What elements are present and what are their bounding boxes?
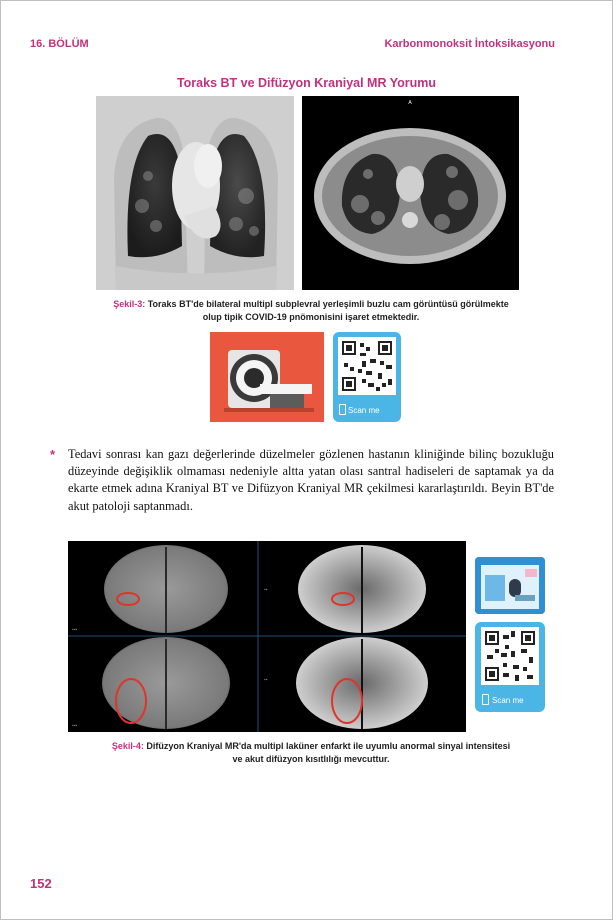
coronal-chest-ct-image	[96, 96, 294, 290]
figure3-caption-line1: Toraks BT'de bilateral multipl subplevral yerleşimli buzlu cam görüntüsü görülmekte	[145, 299, 509, 309]
chapter-label: 16. BÖLÜM	[30, 38, 89, 50]
svg-text:▪▪▪: ▪▪▪	[72, 723, 78, 729]
qr-code-card[interactable]	[333, 332, 401, 422]
qr-code-2[interactable]	[481, 627, 539, 685]
svg-text:▪▪▪: ▪▪▪	[72, 627, 78, 633]
phone-icon	[482, 694, 489, 705]
scan-me-label-2: Scan me	[492, 696, 524, 705]
section-title: Toraks BT ve Difüzyon Kraniyal MR Yorumu	[176, 76, 437, 90]
mri-machine-illustration	[475, 557, 545, 614]
qr-code[interactable]	[338, 337, 396, 395]
figure4-caption-line2: ve akut difüzyon kısıtlılığı mevcuttur.	[232, 754, 390, 764]
qr-code-card-2[interactable]	[475, 622, 545, 712]
body-paragraph: Tedavi sonrası kan gazı değerlerinde düzelmeler gözlenen hastanın kliniğinde bilinç bozukluğu düzeyinde değişiklik olmaması nedeniyle altta yatan olası santral hadiseleri de saptamak ya da ekarte etmek adına Kraniyal BT ve Difüzyon Kraniyal MR çekilmesi kararlaştırıldı. Beyin BT'de akut patoloji saptanmadı.	[68, 447, 554, 513]
figure4-caption-line1: Difüzyon Kraniyal MR'da multipl laküner enfarkt ile uyumlu anormal sinyal intensitesi	[143, 741, 511, 751]
ct-scanner-illustration	[210, 332, 324, 422]
svg-text:▪▪: ▪▪	[264, 677, 268, 683]
figure3-label: Şekil-3:	[113, 299, 146, 309]
figure3-caption-line2: olup tipik COVID-19 pnömonisini işaret etmektedir.	[202, 312, 420, 322]
svg-text:A: A	[408, 100, 412, 106]
scan-me-label: Scan me	[348, 406, 380, 415]
figure4-caption	[58, 740, 564, 766]
diffusion-mri-image	[68, 541, 466, 732]
bullet-marker: *	[50, 447, 56, 462]
page-number: 152	[30, 876, 52, 891]
figure4-label: Şekil-4:	[111, 741, 144, 751]
svg-text:▪▪: ▪▪	[264, 587, 268, 593]
axial-chest-ct-image	[302, 96, 519, 290]
topic-label: Karbonmonoksit İntoksikasyonu	[384, 38, 555, 50]
phone-icon	[339, 404, 346, 415]
figure3-caption	[58, 298, 564, 324]
